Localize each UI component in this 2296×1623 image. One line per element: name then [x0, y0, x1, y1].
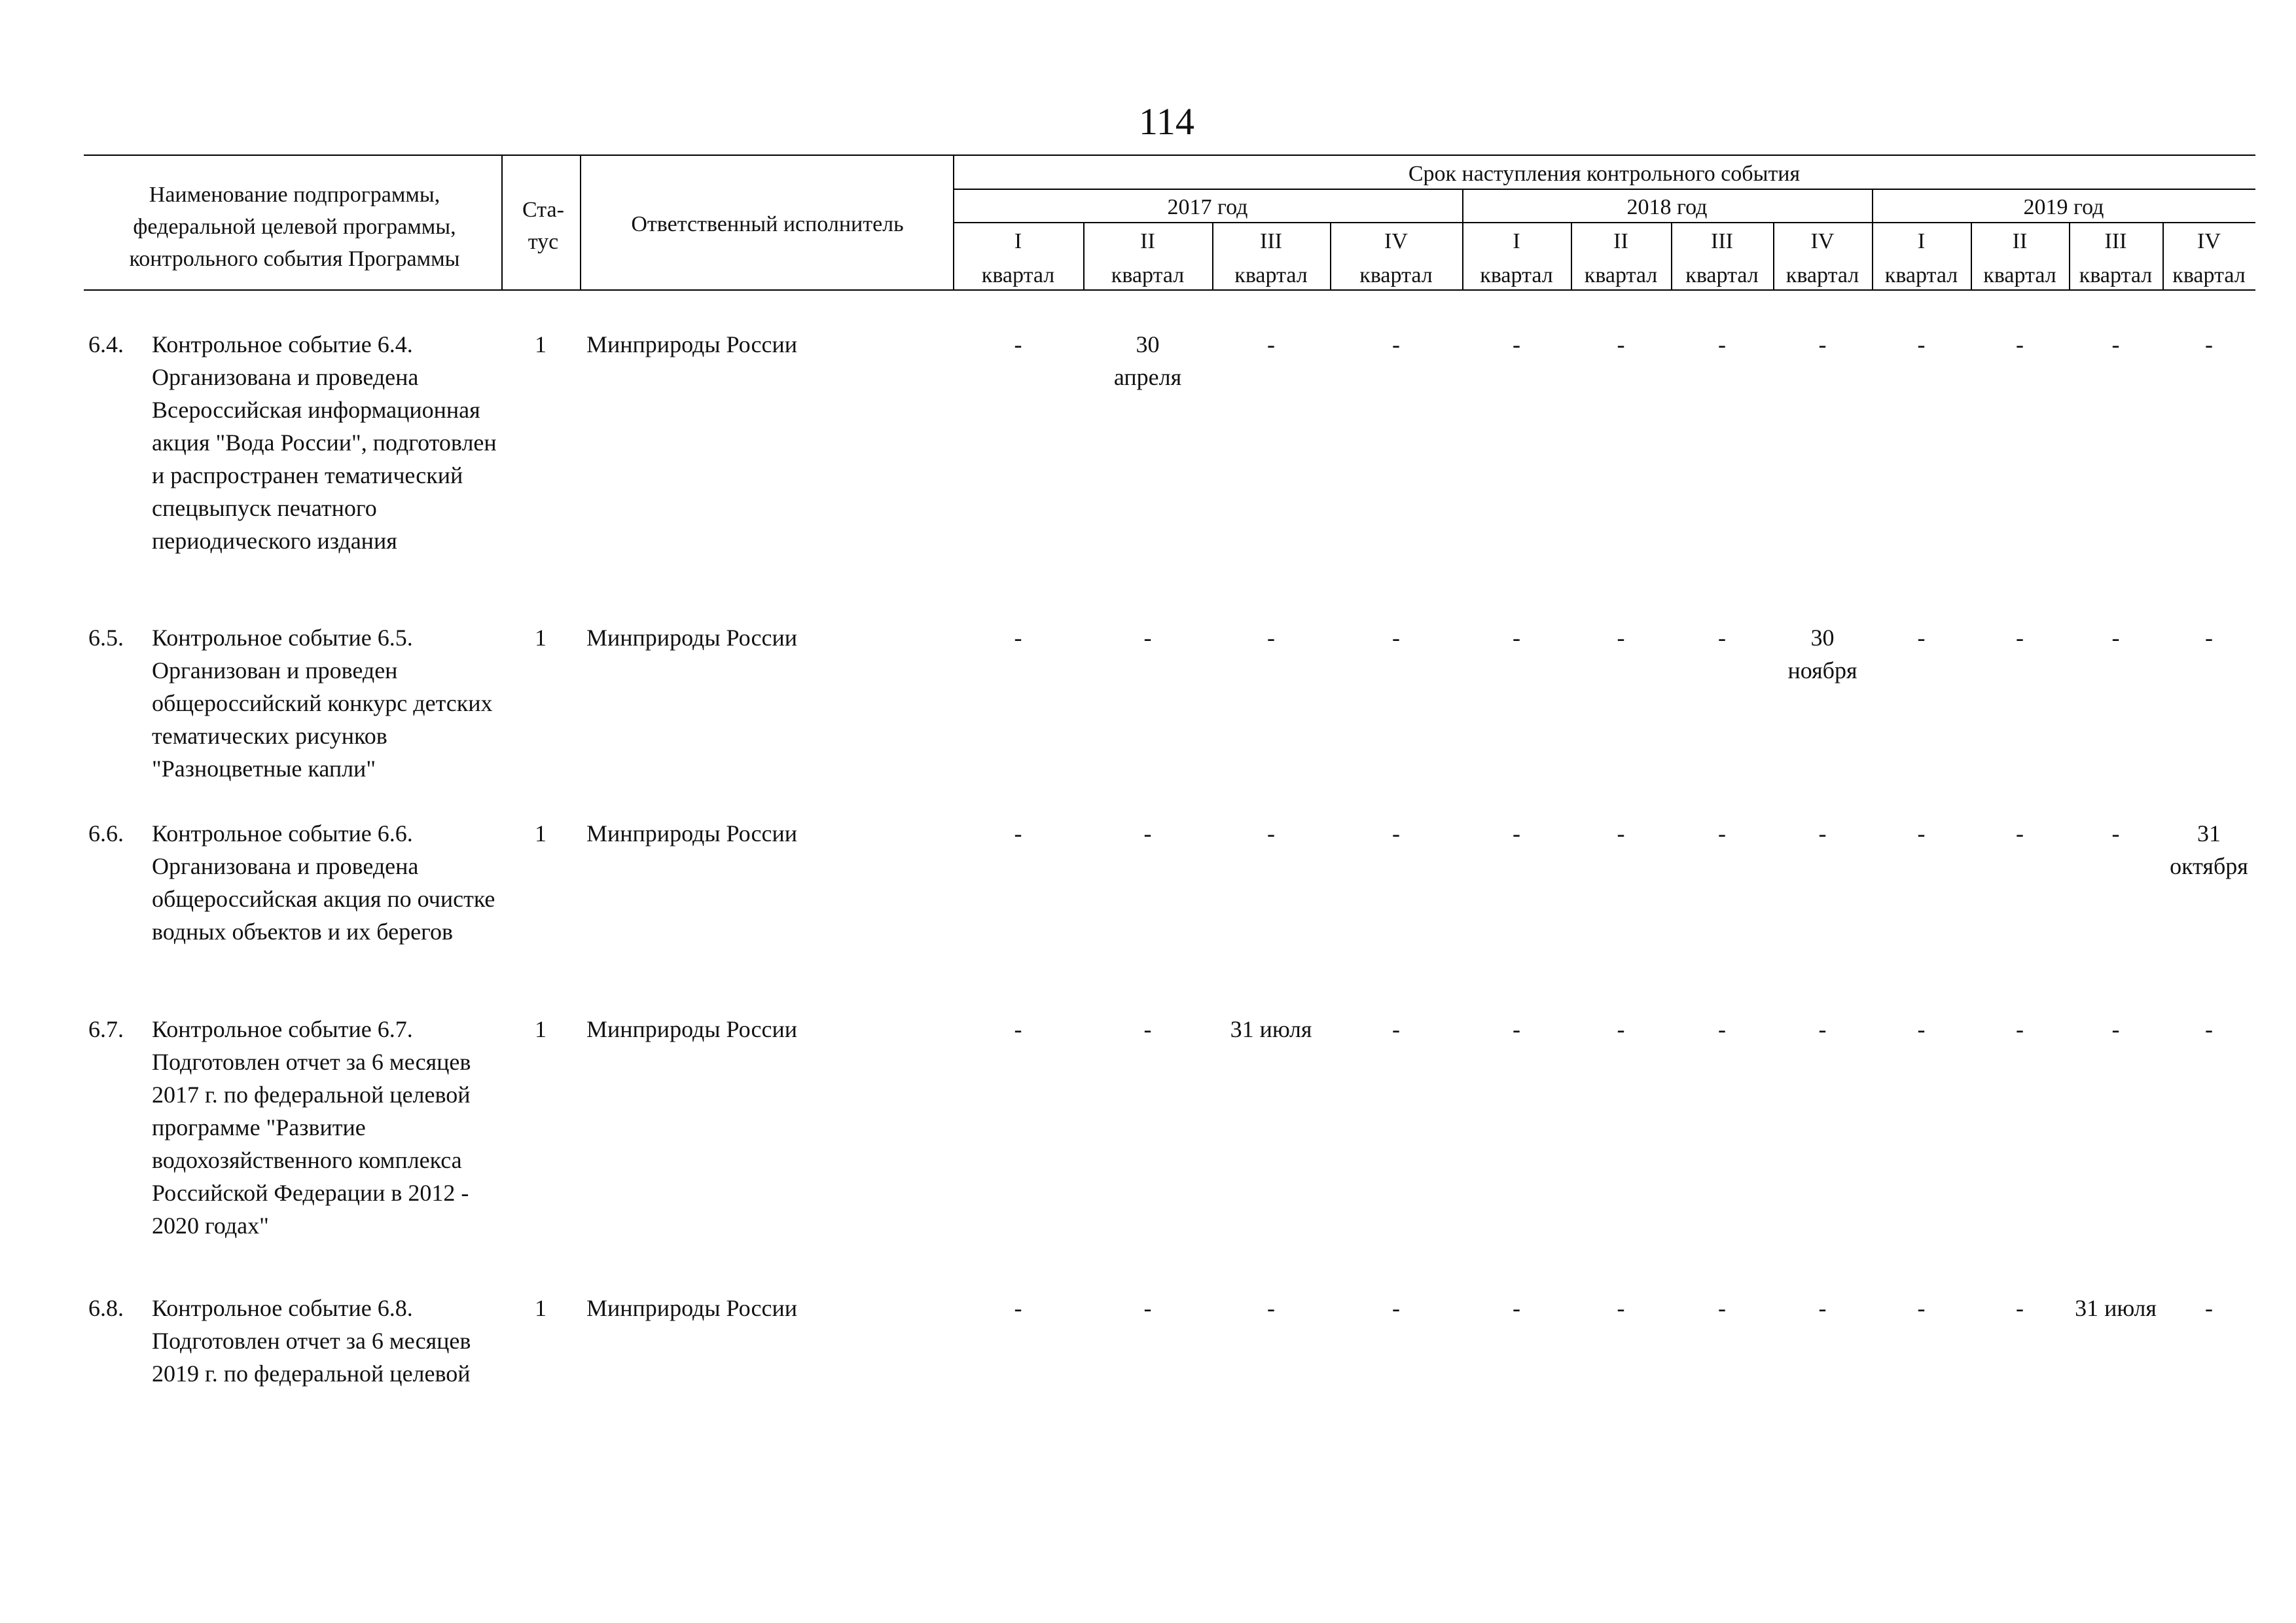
status-value: 1	[535, 331, 547, 357]
quarter-label: квартал	[981, 263, 1055, 287]
quarter-deadline-cell: -	[2016, 1016, 2024, 1042]
quarter-deadline-cell: -	[1513, 1016, 1520, 1042]
quarter-deadline-cell: -	[2016, 820, 2024, 847]
quarter-deadline-cell: -	[2016, 331, 2024, 357]
quarter-deadline-cell: -	[1818, 1016, 1827, 1042]
quarter-header: III	[1711, 229, 1733, 253]
year-header: 2017 год	[1167, 195, 1248, 219]
quarter-deadline-cell: -	[1718, 331, 1726, 357]
page-number: 114	[1139, 100, 1194, 143]
quarter-label: квартал	[1983, 263, 2056, 287]
quarter-deadline-cell: -	[1014, 625, 1022, 651]
quarter-deadline-cell: -	[1143, 1295, 1152, 1321]
quarter-label: квартал	[1480, 263, 1553, 287]
event-description: Контрольное событие 6.8. Подготовлен отчет за 6 месяцев 2019 г. по федеральной целевой	[152, 1295, 471, 1387]
executor-name: Минприроды России	[586, 331, 798, 357]
quarter-label: квартал	[1584, 263, 1658, 287]
quarter-deadline-cell: -	[1267, 331, 1275, 357]
quarter-header: II	[1613, 229, 1628, 253]
status-value: 1	[535, 625, 547, 651]
quarter-deadline-cell: -	[1818, 820, 1827, 847]
quarter-deadline-cell: -	[1917, 331, 1926, 357]
quarter-deadline-cell: -	[1818, 1295, 1827, 1321]
header-name-column: Наименование подпрограммы, федеральной целевой программы, контрольного события Программы	[129, 183, 460, 271]
quarter-deadline-cell: -	[1617, 625, 1625, 651]
status-value: 1	[535, 820, 547, 847]
quarter-deadline-cell: -	[1718, 1016, 1726, 1042]
quarter-header: II	[2012, 229, 2028, 253]
quarter-deadline-cell: -	[2205, 625, 2213, 651]
event-description: Контрольное событие 6.6. Организована и проведена общероссийская акция по очистке водных объектов и их берегов	[152, 820, 495, 945]
quarter-deadline-cell: 30 ноября	[1787, 625, 1857, 684]
quarter-deadline-cell: -	[2111, 820, 2120, 847]
quarter-deadline-cell: -	[1513, 625, 1520, 651]
event-description: Контрольное событие 6.7. Подготовлен отчет за 6 месяцев 2017 г. по федеральной целевой программе "Развитие водохозяйственного комплекса Российской Федерации в 2012 - 2020 годах"	[152, 1016, 471, 1239]
quarter-deadline-cell: 31 июля	[1230, 1016, 1312, 1042]
quarter-deadline-cell: 30 апреля	[1113, 331, 1182, 390]
quarter-deadline-cell: -	[2205, 1016, 2213, 1042]
quarter-deadline-cell: -	[1617, 1016, 1625, 1042]
event-description: Контрольное событие 6.5. Организован и проведен общероссийский конкурс детских тематических рисунков "Разноцветные капли"	[152, 625, 493, 782]
quarter-deadline-cell: -	[1617, 331, 1625, 357]
row-number: 6.5.	[88, 625, 124, 651]
quarter-deadline-cell: -	[1718, 625, 1726, 651]
quarter-deadline-cell: -	[2016, 625, 2024, 651]
quarter-deadline-cell: -	[1392, 1295, 1400, 1321]
quarter-deadline-cell: -	[1718, 820, 1726, 847]
quarter-header: IV	[2197, 229, 2221, 253]
row-number: 6.8.	[88, 1295, 124, 1321]
quarter-label: квартал	[1111, 263, 1185, 287]
quarter-label: квартал	[1359, 263, 1433, 287]
header-executor-column: Ответственный исполнитель	[631, 212, 904, 236]
year-header: 2019 год	[2023, 195, 2104, 219]
row-number: 6.6.	[88, 820, 124, 847]
quarter-deadline-cell: 31 июля	[2075, 1295, 2157, 1321]
executor-name: Минприроды России	[586, 1016, 798, 1042]
row-number: 6.7.	[88, 1016, 124, 1042]
quarter-header: IV	[1810, 229, 1835, 253]
quarter-header: III	[2104, 229, 2127, 253]
quarter-deadline-cell: -	[1513, 331, 1520, 357]
quarter-deadline-cell: -	[1143, 625, 1152, 651]
quarter-deadline-cell: -	[1818, 331, 1827, 357]
quarter-label: квартал	[2079, 263, 2153, 287]
quarter-deadline-cell: -	[1392, 820, 1400, 847]
event-description: Контрольное событие 6.4. Организована и проведена Всероссийская информационная акция "Вода России", подготовлен и распространен тематический спецвыпуск печатного периодического издания	[152, 331, 497, 554]
quarter-deadline-cell: -	[1718, 1295, 1726, 1321]
quarter-label: квартал	[1785, 263, 1859, 287]
quarter-label: квартал	[1884, 263, 1958, 287]
quarter-deadline-cell: -	[2111, 331, 2120, 357]
quarter-deadline-cell: 31 октября	[2170, 820, 2248, 879]
quarter-deadline-cell: -	[2111, 1016, 2120, 1042]
header-deadline: Срок наступления контрольного события	[1408, 162, 1801, 186]
quarter-deadline-cell: -	[2111, 625, 2120, 651]
executor-name: Минприроды России	[586, 820, 798, 847]
quarter-header: III	[1260, 229, 1282, 253]
quarter-deadline-cell: -	[1014, 1295, 1022, 1321]
quarter-deadline-cell: -	[1513, 820, 1520, 847]
quarter-deadline-cell: -	[1014, 1016, 1022, 1042]
row-number: 6.4.	[88, 331, 124, 357]
quarter-deadline-cell: -	[1392, 625, 1400, 651]
quarter-label: квартал	[1234, 263, 1308, 287]
quarter-deadline-cell: -	[1917, 820, 1926, 847]
executor-name: Минприроды России	[586, 625, 798, 651]
quarter-deadline-cell: -	[2205, 1295, 2213, 1321]
quarter-label: квартал	[1685, 263, 1759, 287]
quarter-deadline-cell: -	[1617, 820, 1625, 847]
quarter-label: квартал	[2172, 263, 2246, 287]
quarter-deadline-cell: -	[1014, 331, 1022, 357]
quarter-header: IV	[1384, 229, 1408, 253]
quarter-header: I	[1513, 229, 1520, 253]
status-value: 1	[535, 1016, 547, 1042]
quarter-deadline-cell: -	[1267, 1295, 1275, 1321]
quarter-deadline-cell: -	[1014, 820, 1022, 847]
quarter-deadline-cell: -	[1392, 331, 1400, 357]
quarter-deadline-cell: -	[1617, 1295, 1625, 1321]
year-header: 2018 год	[1626, 195, 1708, 219]
quarter-header: I	[1917, 229, 1926, 253]
executor-name: Минприроды России	[586, 1295, 798, 1321]
quarter-deadline-cell: -	[1143, 1016, 1152, 1042]
quarter-deadline-cell: -	[1513, 1295, 1520, 1321]
quarter-deadline-cell: -	[1917, 1295, 1926, 1321]
quarter-deadline-cell: -	[1392, 1016, 1400, 1042]
quarter-deadline-cell: -	[1267, 820, 1275, 847]
status-value: 1	[535, 1295, 547, 1321]
quarter-deadline-cell: -	[1917, 1016, 1926, 1042]
quarter-deadline-cell: -	[1267, 625, 1275, 651]
header-status-column: Ста-тус	[522, 198, 564, 254]
quarter-deadline-cell: -	[1917, 625, 1926, 651]
quarter-deadline-cell: -	[2205, 331, 2213, 357]
quarter-header: I	[1014, 229, 1022, 253]
quarter-deadline-cell: -	[1143, 820, 1152, 847]
quarter-header: II	[1140, 229, 1155, 253]
quarter-deadline-cell: -	[2016, 1295, 2024, 1321]
